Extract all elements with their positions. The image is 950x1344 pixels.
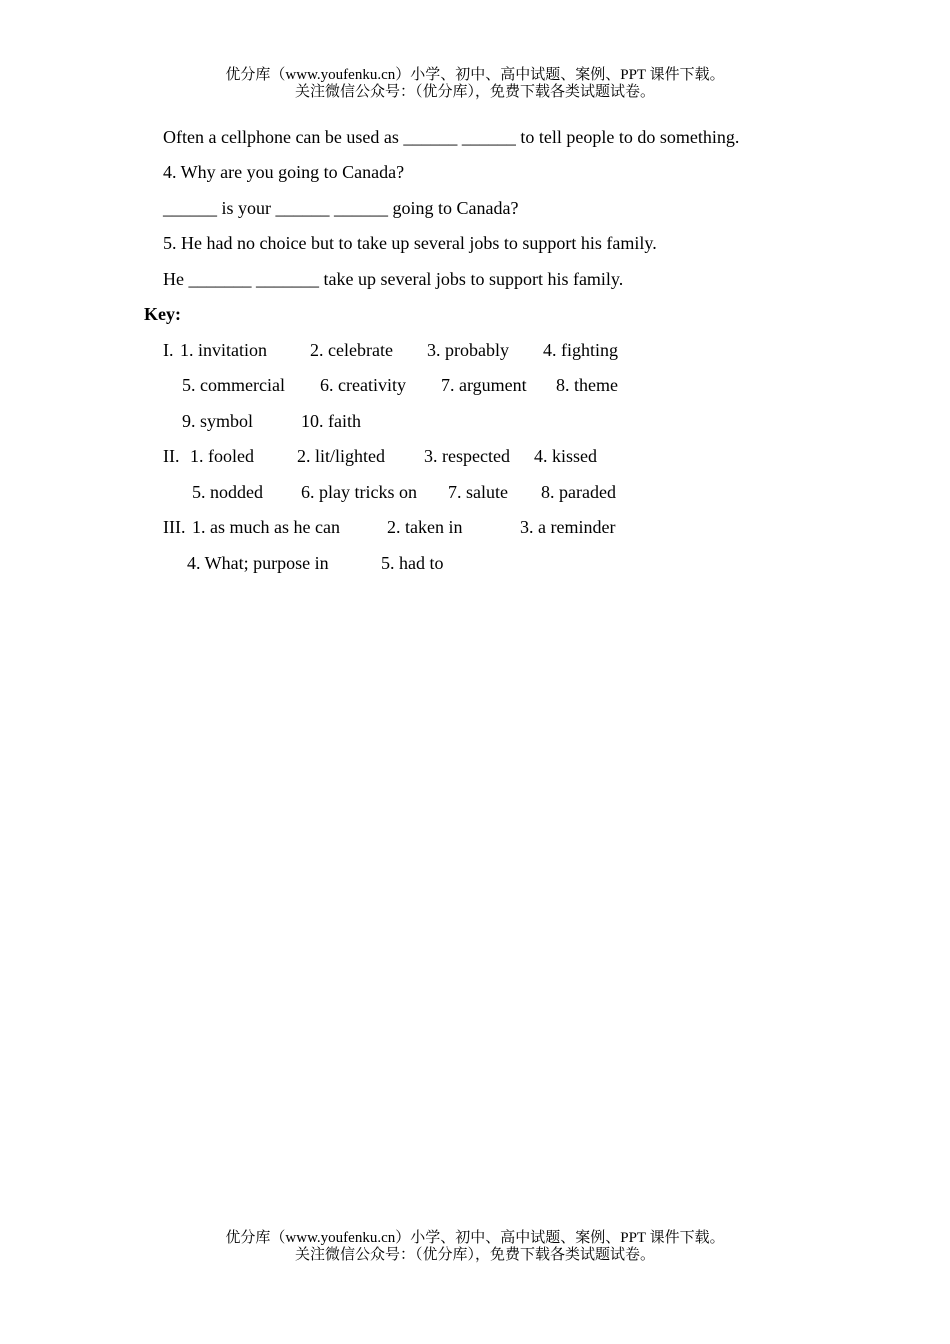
key-answer: 2. lit/lighted xyxy=(297,446,385,466)
key-answer: 3. probably xyxy=(427,340,509,360)
key-answer: 3. respected xyxy=(424,446,510,466)
key-section-1-label: I. xyxy=(163,340,174,360)
key-answer: 7. argument xyxy=(441,375,527,395)
key-section-2-label: II. xyxy=(163,446,180,466)
key-answer: 2. celebrate xyxy=(310,340,393,360)
footer-line-2: 关注微信公众号：（优分库），免费下载各类试题试卷。 xyxy=(294,1247,655,1263)
key-answer: 3. a reminder xyxy=(520,517,616,537)
key-answer: 1. invitation xyxy=(180,340,267,360)
question-4-rewrite: ______ is your ______ ______ going to Canada? xyxy=(163,198,519,218)
question-4: 4. Why are you going to Canada? xyxy=(163,162,405,182)
question-5-rewrite: He _______ _______ take up several jobs to support his family. xyxy=(163,269,624,289)
key-answer: 5. had to xyxy=(381,553,444,573)
key-answer: 4. fighting xyxy=(543,340,618,360)
key-answer: 7. salute xyxy=(448,482,508,502)
key-answer: 8. paraded xyxy=(541,482,616,502)
key-answer: 8. theme xyxy=(556,375,618,395)
question-5: 5. He had no choice but to take up several jobs to support his family. xyxy=(163,233,657,253)
key-answer: 4. kissed xyxy=(534,446,597,466)
key-answer: 4. What; purpose in xyxy=(187,553,329,573)
key-answer: 1. as much as he can xyxy=(192,517,340,537)
key-answer: 2. taken in xyxy=(387,517,463,537)
key-answer: 5. nodded xyxy=(192,482,263,502)
page-footer xyxy=(0,1230,950,1264)
key-answer: 6. play tricks on xyxy=(301,482,417,502)
header-line-2: 关注微信公众号：（优分库），免费下载各类试题试卷。 xyxy=(294,84,655,100)
key-heading: Key: xyxy=(144,304,181,324)
key-answer: 6. creativity xyxy=(320,375,406,395)
footer-line-1: 优分库（www.youfenku.cn）小学、初中、高中试题、案例、PPT 课件下载。 xyxy=(225,1230,725,1246)
key-answer: 1. fooled xyxy=(190,446,254,466)
header-line-1: 优分库（www.youfenku.cn）小学、初中、高中试题、案例、PPT 课件下载。 xyxy=(225,67,725,83)
question-3-rewrite: Often a cellphone can be used as ______ ______ to tell people to do something. xyxy=(163,127,740,147)
key-answer: 5. commercial xyxy=(182,375,285,395)
key-answer: 10. faith xyxy=(301,411,361,431)
key-answer: 9. symbol xyxy=(182,411,254,431)
key-section-3-label: III. xyxy=(163,517,186,537)
page-header xyxy=(0,67,950,101)
